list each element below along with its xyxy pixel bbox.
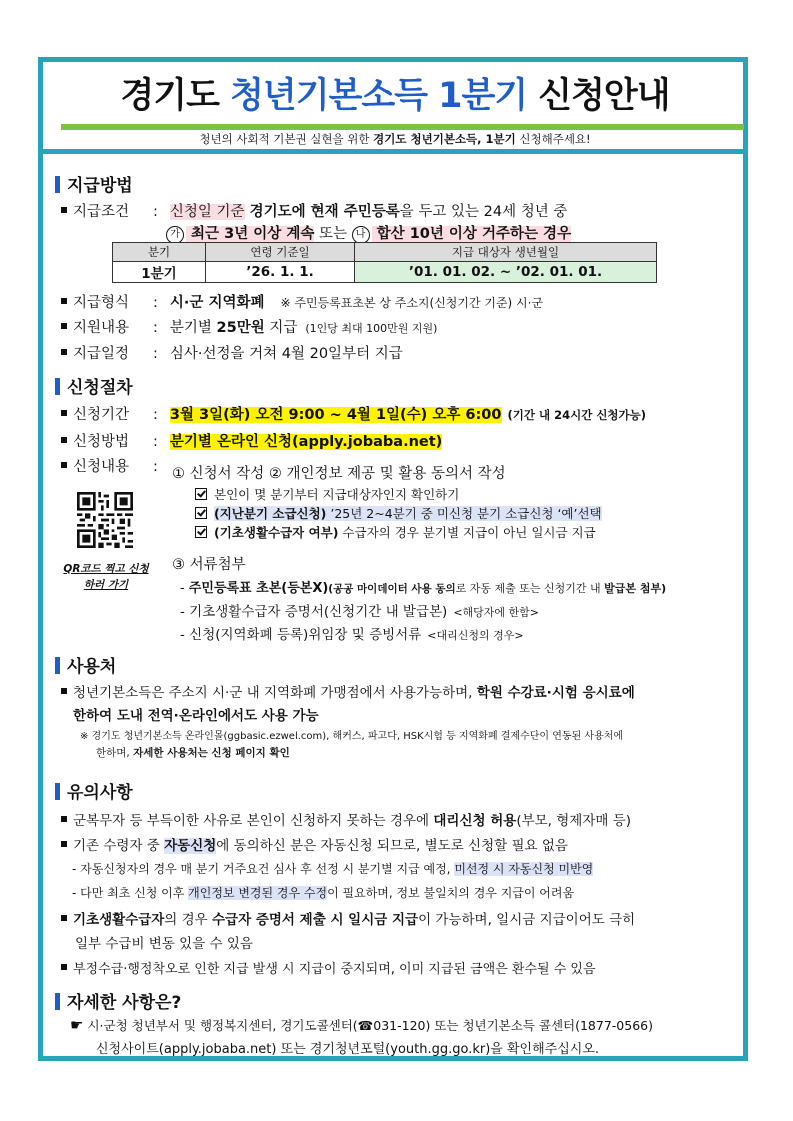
note-text: 부정수급·행정착오로 인한 지급 발생 시 지급이 중지되며, 이미 지급된 금액은 환수될 수 있음 [73,962,596,977]
section-marker [55,993,60,1010]
note-bold: 자동신청 [164,838,217,854]
section-marker [55,176,60,193]
note-text: 이 필요하며, 정보 불일치의 경우 지급이 어려움 [327,886,575,900]
row-label: 지급조건 [73,204,130,220]
condition-text: 또는 [314,226,352,242]
table-cell: 1분기 [113,262,206,283]
payment-condition-line2 [166,222,571,244]
pointing-hand-icon: ☛ [70,1016,84,1034]
period-note: (기간 내 24시간 신청가능) [507,408,647,422]
bullet-square [61,688,67,694]
title-highlight: 청년기본소득 1분기 [230,76,528,116]
table-row [113,262,657,283]
table-cell: ’01. 01. 02. ~ ’02. 01. 01. [355,262,657,283]
condition-highlight: 최근 3년 이상 계속 [186,226,315,242]
note-item [61,834,568,854]
section-title: 지급방법 [67,176,133,196]
attachment-text: 로 자동 제출 또는 신청기간 내 [455,582,605,595]
bullet-square [61,298,67,304]
amount-text: 분기별 [169,320,217,336]
circled-ga: 가 [166,226,184,244]
section-marker [55,378,60,395]
note-text: 일부 수급비 변동 있을 수 있음 [75,936,253,952]
header-divider [43,149,743,154]
note-bold: 기초생활수급자 [73,912,165,928]
usage-bold: 학원 수강료·시험 응시료에 [476,685,635,701]
check-text: 수급자의 경우 분기별 지급이 아닌 일시금 지급 [338,525,596,540]
contact-line1 [70,1016,653,1034]
payment-condition-row: 지급조건 : 신청일 기준 경기도에 현재 주민등록을 두고 있는 24세 청년 중 [61,200,567,221]
checkbox-icon [195,488,207,500]
table-header-cell: 연령 기준일 [206,243,355,262]
bullet-square [61,816,67,822]
amount-text: 지급 [264,320,298,336]
check-bold: (기초생활수급자 여부) [214,525,339,540]
application-period-row: 신청기간 : 3월 3일(화) 오전 9:00 ~ 4월 1일(수) 오후 6:00 (기간 내 24시간 신청가능) [61,403,646,424]
note-subitem [72,860,593,877]
condition-bold: 경기도에 현재 주민등록 [244,204,400,220]
checkbox-icon [195,507,207,519]
bullet-square [61,437,67,443]
note-text: 군복무자 등 부득이한 사유로 본인이 신청하지 못하는 경우에 [73,813,434,829]
attachment-item: - 신청(지역화폐 등록)위임장 및 증빙서류 <대리신청의 경우> [180,627,524,643]
step-text: 개인정보 제공 및 활용 동의서 작성 [286,466,506,482]
step-number: ② [268,466,282,482]
bullet-square [61,964,67,970]
circled-na: 나 [352,226,370,244]
attachment-item: - 주민등록표 초본(등본X)(공공 마이데이터 사용 동의로 자동 제출 또는 신청기간 내 발급본 첨부) [180,581,667,596]
section-heading-procedure [55,373,133,398]
bullet-square [61,410,67,416]
section-title: 자세한 사항은? [67,993,182,1013]
attachment-bold: (공공 마이데이터 사용 동의 [328,583,456,595]
table-header-cell: 분기 [113,243,206,262]
section-heading-usage [55,652,116,677]
table-cell: ’26. 1. 1. [206,262,355,283]
title-part: 신청안내 [527,76,670,116]
table-header-cell: 지급 대상자 생년월일 [355,243,657,262]
amount-value: 25만원 [216,320,265,336]
section-title: 사용처 [67,657,117,677]
check-text: ’25년 2~4분기 중 미신청 분기 소급신청 ‘예’선택 [326,506,602,521]
note-text: 에 동의하신 분은 자동신청 되므로, 별도로 신청할 필요 없음 [216,838,568,854]
method-value: 분기별 온라인 신청(apply.jobaba.net) [169,434,443,450]
payment-form-row: 지급형식 : 시·군 지역화폐 ※ 주민등록표초본 상 주소지(신청기간 기준) 시·군 [61,291,543,312]
support-amount-row: 지원내용 : 분기별 25만원 지급 (1인당 최대 100만원 지원) [61,316,437,337]
section-title: 유의사항 [67,783,133,803]
check-item [195,504,602,522]
bullet-square [61,207,67,213]
contact-line2 [96,1038,599,1057]
section-heading-details [55,988,181,1013]
note-text: 기존 수령자 중 [73,838,165,854]
attachment-note: <해당자에 한함> [453,606,540,619]
section-heading-notes [55,778,133,803]
usage-text: 청년기본소득은 주소지 시·군 내 지역화폐 가맹점에서 사용가능하며, [73,685,477,701]
subtitle-text: 청년의 사회적 기본권 실현을 위한 [199,132,374,146]
payment-schedule-row: 지급일정 : 심사·선정을 거쳐 4월 20일부터 지급 [61,342,403,363]
check-bold: (지난분기 소급신청) [214,506,327,521]
note-text: (부모, 형제자매 등) [516,813,632,829]
check-item [195,485,459,503]
note-text: 이 가능하며, 일시금 지급이어도 극히 [418,912,636,928]
eligibility-table [112,242,657,283]
amount-note: (1인당 최대 100만원 지원) [305,322,438,335]
section-heading-payment [55,171,133,196]
attachment-heading [172,553,246,574]
section-marker [55,657,60,674]
usage-note: ※ 경기도 청년기본소득 온라인몰(ggbasic.ezwel.com), 해커스, 파고다, HSK시험 등 지역화폐 결제수단이 연동된 사용처에 [80,731,624,742]
period-value: 3월 3일(화) 오전 9:00 ~ 4월 1일(수) 오후 6:00 [169,407,502,423]
note-text: - 다만 최초 신청 이후 [72,886,189,900]
condition-text: 을 두고 있는 24세 청년 중 [399,204,568,220]
section-title: 신청절차 [67,378,133,398]
usage-note2 [96,745,290,760]
bullet-square [61,462,67,468]
section-marker [55,783,60,800]
step-number: ① [172,466,185,482]
note-text: - 자동신청자의 경우 매 분기 거주요건 심사 후 선정 시 분기별 지급 예정, [72,862,455,876]
check-item [195,523,596,541]
note-continuation [75,932,253,952]
contact-text: 신청사이트(apply.jobaba.net) 또는 경기청년포털(youth.gg.go.kr)을 확인해주십시오. [96,1042,600,1057]
page-title [45,68,745,118]
contact-text: 시·군청 청년부서 및 행정복지센터, 경기도콜센터(☎031-120) 또는 청년기본소득 콜센터(1877-0566) [87,1018,653,1033]
usage-line1 [61,681,635,701]
form-value: 시·군 지역화폐 [169,295,265,311]
step-text: 신청서 작성 [189,466,265,482]
title-part: 경기도 [120,76,231,116]
row-label: 신청내용 [73,459,130,475]
content-steps-line [172,462,506,483]
usage-bold: 한하여 도내 전역·온라인에서도 사용 가능 [73,708,319,724]
row-label: 신청기간 [73,407,130,423]
page-subtitle [45,131,745,147]
checkbox-icon [195,526,207,538]
usage-line2 [73,704,319,724]
form-note: ※ 주민등록표초본 상 주소지(신청기간 기준) 시·군 [280,296,544,310]
usage-note: 한하며, [96,747,134,759]
note-highlight: 개인정보 변경된 경우 수정 [188,886,328,900]
step-text: 서류첨부 [189,557,246,573]
schedule-text: 심사·선정을 거쳐 4월 20일부터 지급 [169,346,403,362]
qr-caption: QR코드 찍고 신청하러 가기 [63,563,149,591]
title-underline [61,124,744,130]
usage-note-bold: 자세한 사용처는 신청 페이지 확인 [133,747,290,759]
application-method-row: 신청방법 : 분기별 온라인 신청(apply.jobaba.net) [61,430,442,451]
attachment-item: - 기초생활수급자 증명서(신청기간 내 발급본) <해당자에 한함> [180,604,540,620]
condition-highlight: 신청일 기준 [169,204,245,220]
attachment-text: 기초생활수급자 증명서(신청기간 내 발급본) [189,604,448,620]
note-bold: 대리신청 허용 [433,813,517,829]
usage-note1 [80,727,623,742]
attachment-note: <대리신청의 경우> [427,629,524,642]
row-label: 신청방법 [73,434,130,450]
note-item [61,809,631,829]
attachment-bold: 주민등록표 초본(등본X) [188,581,329,596]
note-text: 의 경우 [164,912,213,928]
row-label: 지급일정 [73,346,130,362]
note-highlight: 미선정 시 자동신청 미반영 [454,862,594,876]
row-label: 지급형식 [73,295,130,311]
bullet-square [61,349,67,355]
bullet-square [61,915,67,921]
bullet-square [61,841,67,847]
qr-code-icon[interactable] [77,492,133,548]
attachment-bold: 발급본 첨부) [604,582,667,595]
note-item [61,908,635,928]
subtitle-text: 신청해주세요! [515,132,591,146]
bullet-square [61,323,67,329]
condition-highlight: 합산 10년 이상 거주하는 경우 [371,226,572,242]
table-header-row [113,243,657,262]
check-text: 본인이 몇 분기부터 지급대상자인지 확인하기 [214,487,460,502]
note-subitem [72,884,574,901]
note-item [61,958,596,977]
subtitle-bold: 경기도 청년기본소득, 1분기 [373,132,516,146]
step-number: ③ [172,557,185,573]
note-bold: 수급자 증명서 제출 시 일시금 지급 [212,912,419,928]
row-label: 지원내용 [73,320,130,336]
attachment-text: 신청(지역화폐 등록)위임장 및 증빙서류 [189,627,422,643]
application-content-row: 신청내용 : [61,455,162,476]
